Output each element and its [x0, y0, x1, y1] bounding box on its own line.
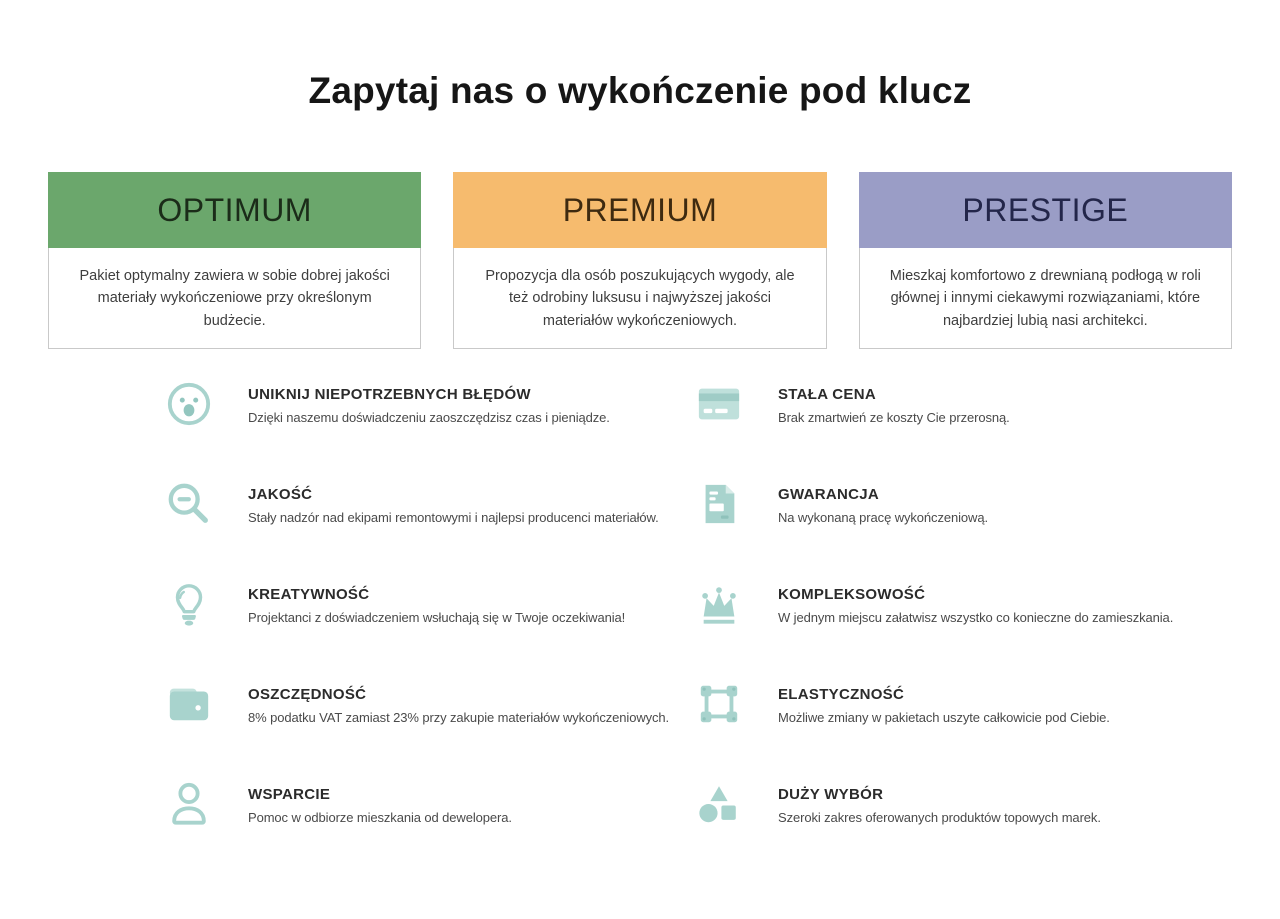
feature-kompleksowosc	[696, 579, 1226, 679]
feature-description: W jednym miejscu załatwisz wszystko co konieczne do zamieszkania.	[778, 610, 1174, 625]
card-prestige-description: Mieszkaj komfortowo z drewnianą podłogą w roli głównej i innymi ciekawymi rozwiązaniami, które najbardziej lubią nasi architekci.	[889, 268, 1201, 329]
feature-kreatywnosc	[166, 579, 696, 679]
card-premium	[453, 172, 826, 349]
feature-elastycznosc	[696, 679, 1226, 779]
card-optimum-description: Pakiet optymalny zawiera w sobie dobrej jakości materiały wykończeniowe przy określonym budżecie.	[79, 268, 390, 329]
feature-oszczednosc	[166, 679, 696, 779]
feature-title: DUŻY WYBÓR	[778, 786, 884, 803]
feature-description: Szeroki zakres oferowanych produktów topowych marek.	[778, 810, 1101, 825]
feature-description: Dzięki naszemu doświadczeniu zaoszczędzisz czas i pieniądze.	[248, 410, 610, 425]
credit-card-icon	[696, 381, 742, 427]
document-icon	[696, 481, 742, 527]
card-optimum-header	[48, 172, 421, 248]
wallet-icon	[166, 681, 212, 727]
feature-title: GWARANCJA	[778, 486, 880, 503]
feature-title: OSZCZĘDNOŚĆ	[248, 686, 367, 703]
page-title: Zapytaj nas o wykończenie pod klucz	[308, 70, 972, 111]
magnifier-icon	[166, 481, 212, 527]
person-icon	[166, 781, 212, 827]
feature-uniknij-bledow	[166, 379, 696, 479]
package-cards	[48, 172, 1232, 349]
feature-title: WSPARCIE	[248, 786, 331, 803]
feature-stala-cena	[696, 379, 1226, 479]
feature-title: ELASTYCZNOŚĆ	[778, 686, 905, 703]
feature-title: STAŁA CENA	[778, 386, 876, 403]
feature-gwarancja	[696, 479, 1226, 579]
feature-jakosc	[166, 479, 696, 579]
feature-title: JAKOŚĆ	[248, 486, 313, 503]
feature-title: KREATYWNOŚĆ	[248, 586, 370, 603]
features-right-column	[696, 379, 1226, 879]
features-left-column	[166, 379, 696, 879]
surprised-face-icon	[166, 381, 212, 427]
card-prestige	[859, 172, 1232, 349]
feature-description: Możliwe zmiany w pakietach uszyte całkowicie pod Ciebie.	[778, 710, 1110, 725]
shapes-icon	[696, 781, 742, 827]
card-prestige-header	[859, 172, 1232, 248]
feature-wsparcie	[166, 779, 696, 879]
crown-icon	[696, 581, 742, 627]
feature-description: Stały nadzór nad ekipami remontowymi i najlepsi producenci materiałów.	[248, 510, 659, 525]
card-premium-header	[453, 172, 826, 248]
card-optimum	[48, 172, 421, 349]
feature-duzy-wybor	[696, 779, 1226, 879]
features-grid	[0, 379, 1280, 879]
feature-description: Brak zmartwień ze koszty Cie przerosną.	[778, 410, 1010, 425]
feature-description: 8% podatku VAT zamiast 23% przy zakupie materiałów wykończeniowych.	[248, 710, 670, 725]
feature-description: Projektanci z doświadczeniem wsłuchają się w Twoje oczekiwania!	[248, 610, 626, 625]
card-premium-title: PREMIUM	[562, 191, 718, 228]
feature-title: UNIKNIJ NIEPOTRZEBNYCH BŁĘDÓW	[248, 386, 531, 403]
card-premium-description: Propozycja dla osób poszukujących wygody, ale też odrobiny luksusu i najwyższej jakości materiałów wykończeniowych.	[485, 268, 795, 329]
feature-title: KOMPLEKSOWOŚĆ	[778, 586, 926, 603]
card-optimum-title: OPTIMUM	[157, 191, 312, 228]
transform-frame-icon	[696, 681, 742, 727]
feature-description: Na wykonaną pracę wykończeniową.	[778, 510, 988, 525]
card-prestige-title: PRESTIGE	[962, 191, 1129, 228]
feature-description: Pomoc w odbiorze mieszkania od dewelopera.	[248, 810, 512, 825]
lightbulb-icon	[166, 581, 212, 627]
